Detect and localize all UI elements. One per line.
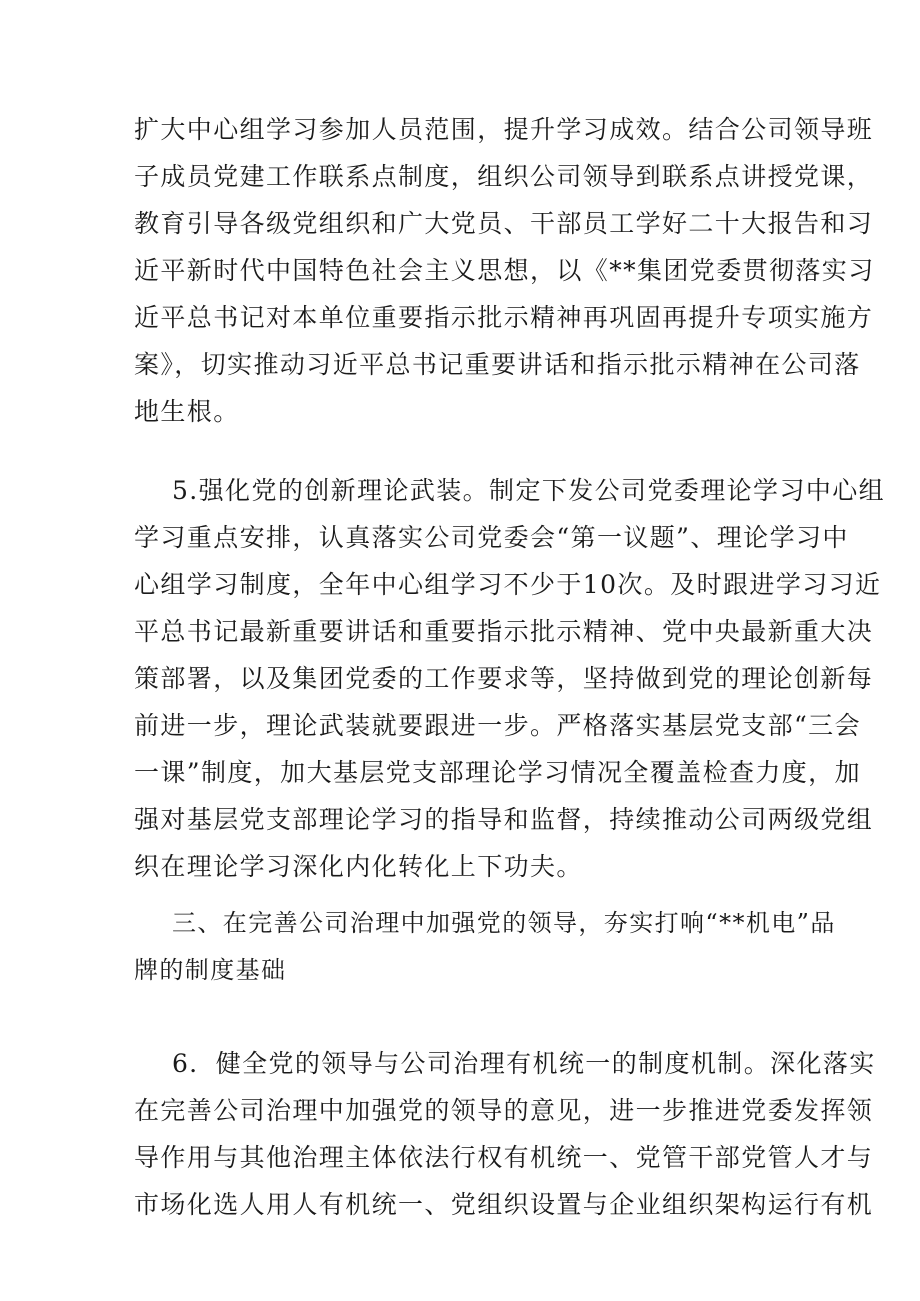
text-line: 子成员党建工作联系点制度，组织公司领导到联系点讲授党课， xyxy=(134,162,874,191)
text-line: 导作用与其他治理主体依法行权有机统一、党管干部党管人才与 xyxy=(134,1143,874,1172)
text-line: 平总书记最新重要讲话和重要指示批示精神、党中央最新重大决 xyxy=(134,617,874,646)
text-line: 教育引导各级党组织和广大党员、干部员工学好二十大报告和习 xyxy=(134,209,874,238)
section-heading-3 xyxy=(134,900,836,994)
paragraph-item-6-governance xyxy=(134,1040,876,1228)
text-line: 织在理论学习深化内化转化上下功夫。 xyxy=(134,852,583,881)
text-line: 强对基层党支部理论学习的指导和监督，持续推动公司两级党组 xyxy=(134,805,874,834)
text-line: 扩大中心组学习参加人员范围，提升学习成效。结合公司领导班 xyxy=(134,115,874,144)
paragraph-leadership-study xyxy=(134,106,875,435)
text-line: 前进一步，理论武装就要跟进一步。严格落实基层党支部“三会 xyxy=(134,711,861,740)
text-line: 6．健全党的领导与公司治理有机统一的制度机制。深化落实 xyxy=(172,1049,876,1078)
text-line: 市场化选人用人有机统一、党组织设置与企业组织架构运行有机 xyxy=(134,1190,874,1219)
text-line: 策部署，以及集团党委的工作要求等，坚持做到党的理论创新每 xyxy=(134,664,874,693)
text-line: 学习重点安排，认真落实公司党委会“第一议题”、理论学习中 xyxy=(134,523,849,552)
heading-line: 牌的制度基础 xyxy=(134,956,287,984)
text-line: 案》，切实推动习近平总书记重要讲话和指示批示精神在公司落 xyxy=(134,350,861,379)
text-line: 一课”制度，加大基层党支部理论学习情况全覆盖检查力度，加 xyxy=(134,758,861,787)
text-line: 近平总书记对本单位重要指示批示精神再巩固再提升专项实施方 xyxy=(134,303,874,332)
text-line: 心组学习制度，全年中心组学习不少于10次。及时跟进学习习近 xyxy=(134,570,882,599)
heading-line: 三、在完善公司治理中加强党的领导，夯实打响“**机电”品 xyxy=(172,909,836,937)
text-line: 地生根。 xyxy=(134,397,240,426)
paragraph-item-5-theory-arming xyxy=(134,467,886,890)
text-line: 在完善公司治理中加强党的领导的意见，进一步推进党委发挥领 xyxy=(134,1096,874,1125)
text-line: 近平新时代中国特色社会主义思想，以《**集团党委贯彻落实习 xyxy=(134,256,875,285)
text-line: 5.强化党的创新理论武装。制定下发公司党委理论学习中心组 xyxy=(172,476,886,505)
